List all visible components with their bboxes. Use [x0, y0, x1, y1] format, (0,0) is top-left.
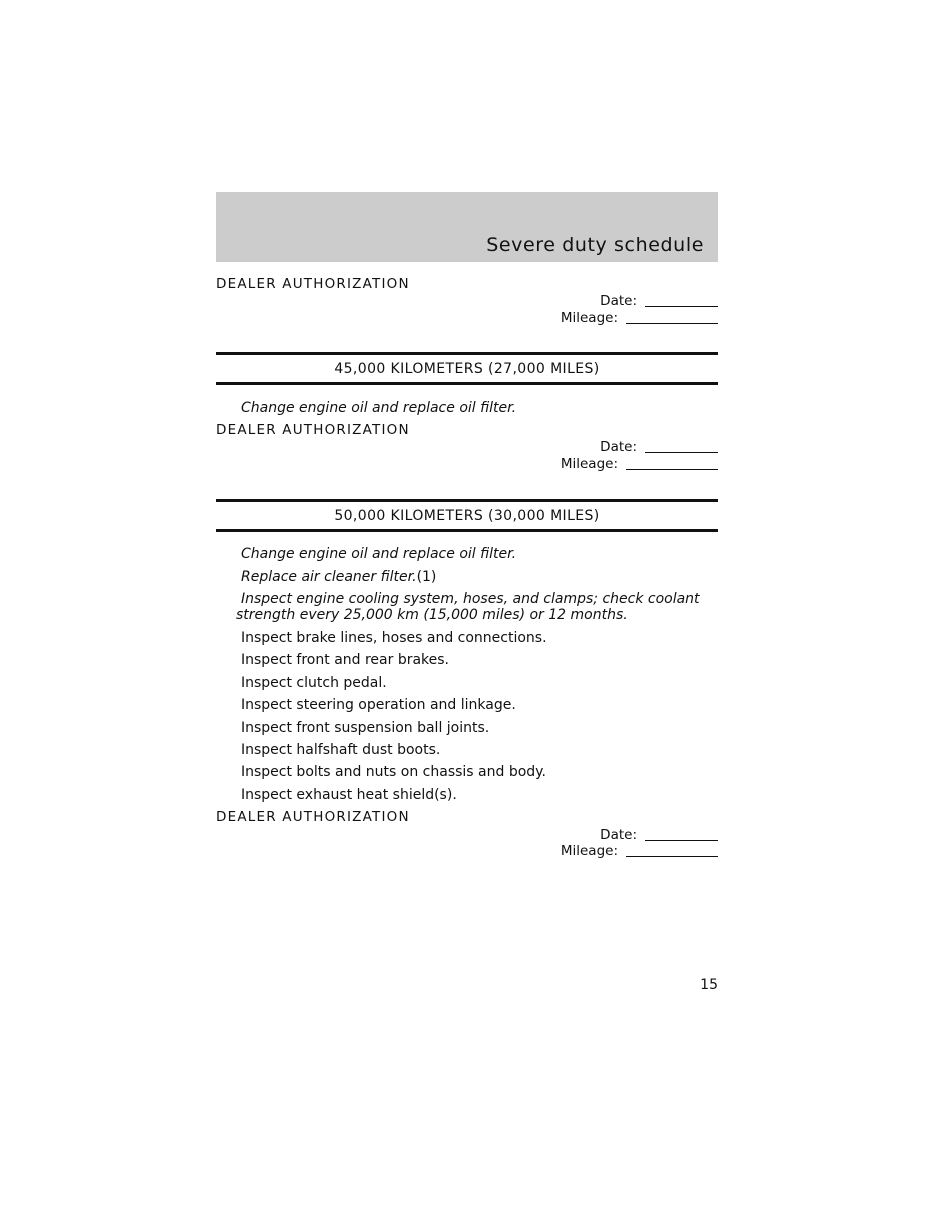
task-item: Inspect brake lines, hoses and connections.: [241, 630, 547, 646]
task-item: Change engine oil and replace oil filter.: [241, 400, 517, 416]
interval-heading: 50,000 KILOMETERS (30,000 MILES): [216, 499, 718, 532]
mileage-field: [561, 455, 718, 472]
date-blank-line[interactable]: [645, 305, 718, 307]
task-item: Inspect engine cooling system, hoses, and clamps; check coolant strength every 25,000 km (15,000 miles) or 12 months.: [236, 591, 700, 623]
mileage-label: Mileage:: [560, 456, 618, 472]
date-label: Date:: [600, 827, 637, 843]
task-item: Inspect exhaust heat shield(s).: [241, 787, 457, 803]
dealer-authorization-label: DEALER AUTHORIZATION: [216, 422, 410, 438]
date-field: [600, 438, 718, 455]
mileage-label: Mileage:: [560, 310, 618, 326]
page-title: Severe duty schedule: [486, 234, 704, 256]
task-text: Replace air cleaner filter.: [241, 569, 417, 585]
date-label: Date:: [600, 293, 637, 309]
task-item: Inspect front suspension ball joints.: [241, 720, 490, 736]
dealer-authorization-label: DEALER AUTHORIZATION: [216, 276, 410, 292]
task-item: Inspect halfshaft dust boots.: [241, 742, 441, 758]
date-label: Date:: [600, 439, 637, 455]
task-item: Inspect front and rear brakes.: [241, 652, 450, 668]
mileage-field: [561, 842, 718, 859]
date-blank-line[interactable]: [645, 451, 718, 453]
interval-heading: 45,000 KILOMETERS (27,000 MILES): [216, 352, 718, 385]
task-item: [241, 569, 711, 585]
footnote-marker: (1): [416, 569, 437, 585]
page-header: [216, 192, 718, 262]
mileage-label: Mileage:: [560, 843, 618, 859]
mileage-blank-line[interactable]: [626, 322, 718, 324]
task-item: Change engine oil and replace oil filter.: [241, 546, 517, 562]
task-item: Inspect bolts and nuts on chassis and body.: [241, 764, 546, 780]
task-item: Inspect clutch pedal.: [241, 675, 387, 691]
dealer-authorization-label: DEALER AUTHORIZATION: [216, 809, 410, 825]
mileage-blank-line[interactable]: [626, 468, 718, 470]
date-blank-line[interactable]: [645, 839, 718, 841]
date-field: [600, 292, 718, 309]
page-number: 15: [700, 977, 718, 993]
date-field: [600, 826, 718, 843]
task-item: Inspect steering operation and linkage.: [241, 697, 516, 713]
mileage-blank-line[interactable]: [626, 855, 718, 857]
mileage-field: [561, 309, 718, 326]
